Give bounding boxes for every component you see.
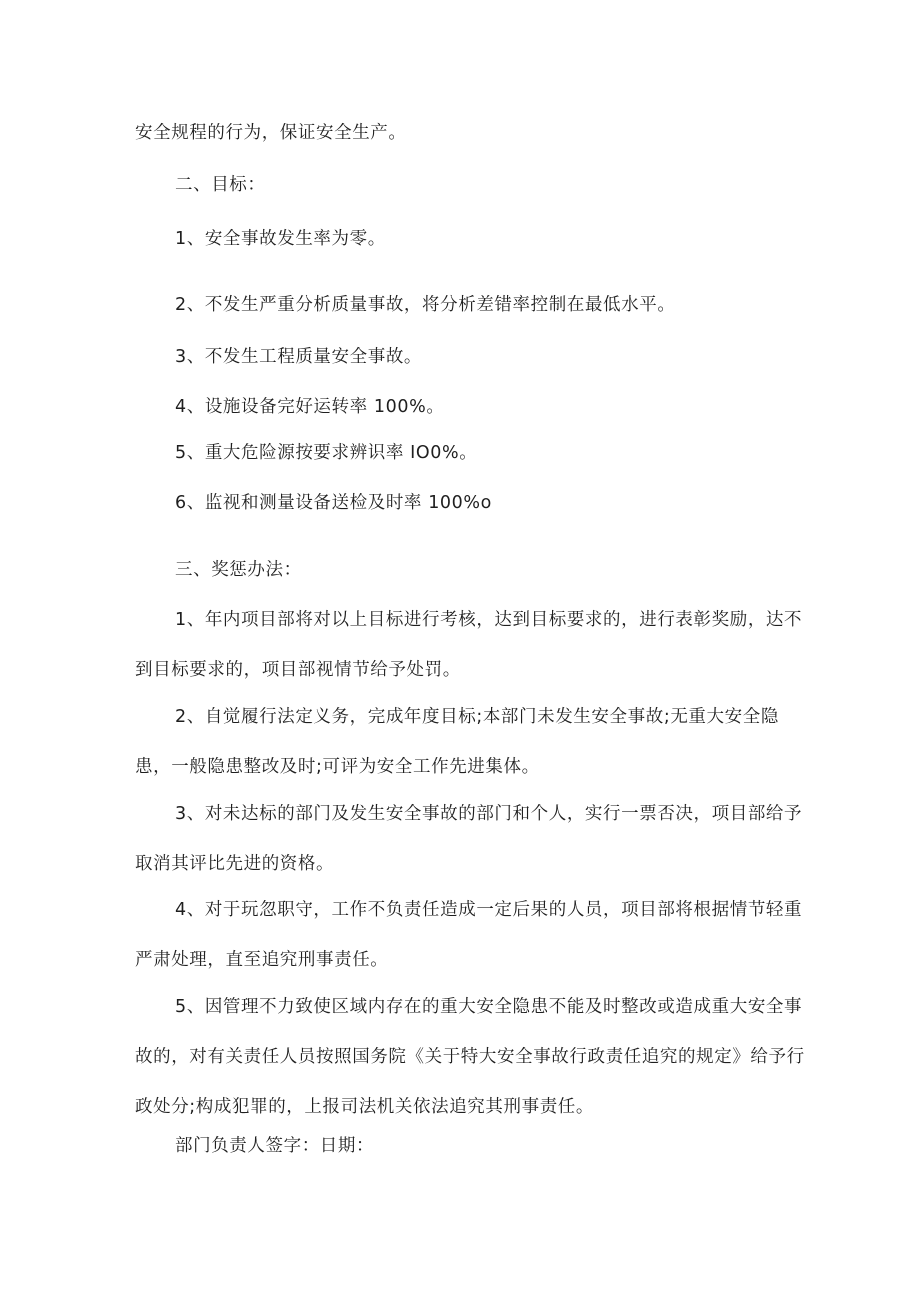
reward-item-2: 2、自觉履行法定义务，完成年度目标;本部门未发生安全事故;无重大安全隐患，一般隐患整改及时;可评为安全工作先进集体。 [135, 707, 779, 777]
goal-item-6: 6、监视和测量设备送检及时率 100%o [175, 493, 492, 513]
goal-item-3: 3、不发生工程质量安全事故。 [175, 347, 423, 367]
continued-paragraph: 安全规程的行为，保证安全生产。 [135, 123, 407, 143]
reward-item-5: 5、因管理不力致使区域内存在的重大安全隐患不能及时整改或造成重大安全事故的，对有关责任人员按照国务院《关于特大安全事故行政责任追究的规定》给予行政处分;构成犯罪的，上报司法机关依法追究其刑事责任。 [135, 997, 805, 1117]
reward-item-4: 4、对于玩忽职守，工作不负责任造成一定后果的人员，项目部将根据情节轻重严肃处理，直至追究刑事责任。 [135, 900, 803, 970]
reward-item-3: 3、对未达标的部门及发生安全事故的部门和个人，实行一票否决，项目部给予取消其评比先进的资格。 [135, 804, 803, 874]
goal-item-4: 4、设施设备完好运转率 100%。 [175, 397, 445, 417]
reward-item-1: 1、年内项目部将对以上目标进行考核，达到目标要求的，进行表彰奖励，达不到目标要求的，项目部视情节给予处罚。 [135, 610, 803, 680]
goal-item-5: 5、重大危险源按要求辨识率 IO0%。 [175, 443, 478, 463]
goal-item-1: 1、安全事故发生率为零。 [175, 229, 386, 249]
signature-line: 部门负责人签字：日期： [175, 1136, 375, 1156]
section-heading-rewards: 三、奖惩办法： [175, 560, 302, 580]
goal-item-2: 2、不发生严重分析质量事故，将分析差错率控制在最低水平。 [175, 295, 676, 315]
section-heading-goals: 二、目标： [175, 175, 266, 195]
